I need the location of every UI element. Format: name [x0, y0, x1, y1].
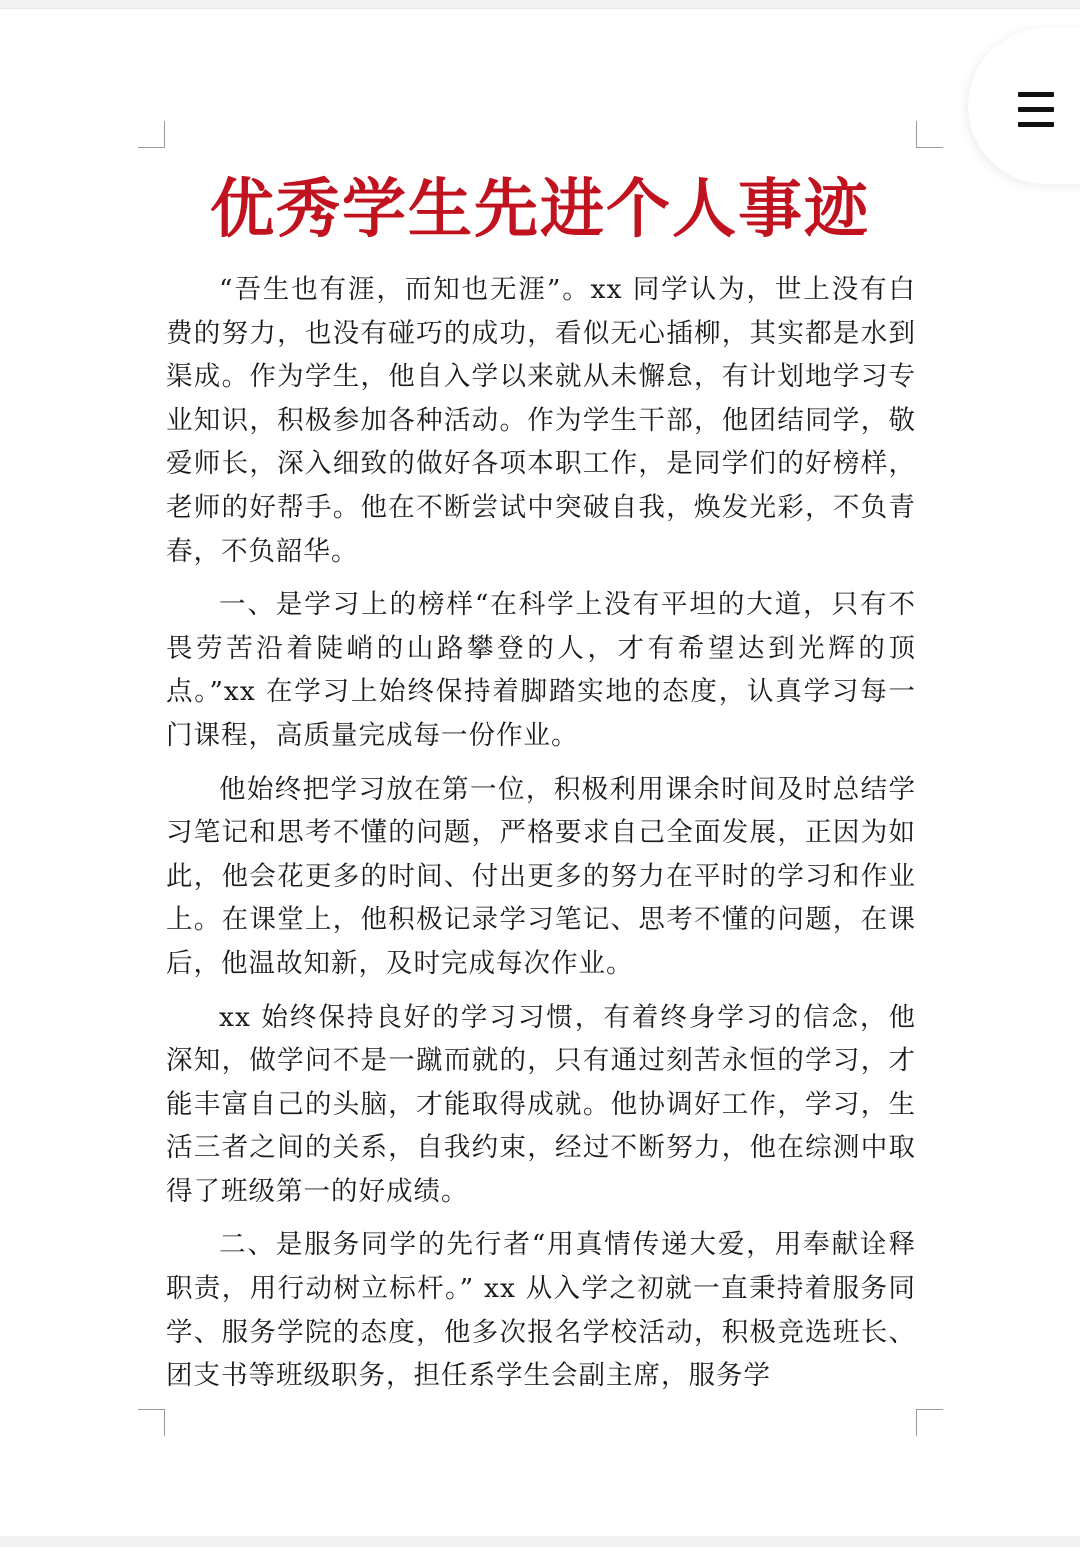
crop-mark-top-left [138, 121, 165, 148]
document-page [0, 8, 1080, 1536]
paragraph-lifelong-learning: xx 始终保持良好的学习习惯，有着终身学习的信念，他深知，做学问不是一蹴而就的，只有通过刻苦永恒的学习，才能丰富自己的头脑，才能取得成就。他协调好工作，学习，生活三者之间的关系，自我约束，经过不断努力，他在综测中取得了班级第一的好成绩。 [166, 1001, 916, 1207]
document-body [166, 268, 916, 1408]
document-title: 优秀学生先进个人事迹 [210, 172, 870, 247]
paragraph-section-two: 二、是服务同学的先行者“用真情传递大爱，用奉献诠释职责，用行动树立标杆。” xx 从入学之初就一直秉持着服务同学、服务学院的态度，他多次报名学校活动，积极竞选班长、团支书等班级职务，担任系学生会副主席，服务学 [166, 1229, 916, 1392]
paragraph-study-habits: 他始终把学习放在第一位，积极利用课余时间及时总结学习笔记和思考不懂的问题，严格要求自己全面发展，正因为如此，他会花更多的时间、付出更多的努力在平时的学习和作业上。在课堂上，他积极记录学习笔记、思考不懂的问题，在课后，他温故知新，及时完成每次作业。 [166, 773, 916, 979]
paragraph-intro: “吾生也有涯，而知也无涯”。xx 同学认为，世上没有白费的努力，也没有碰巧的成功，看似无心插柳，其实都是水到渠成。作为学生，他自入学以来就从未懈怠，有计划地学习专业知识，积极参加各种活动。作为学生干部，他团结同学，敬爱师长，深入细致的做好各项本职工作，是同学们的好榜样，老师的好帮手。他在不断尝试中突破自我，焕发光彩，不负青春，不负韶华。 [166, 274, 916, 567]
crop-mark-top-right [916, 121, 943, 148]
paragraph-section-one: 一、是学习上的榜样“在科学上没有平坦的大道，只有不畏劳苦沿着陡峭的山路攀登的人，才有希望达到光辉的顶点。”xx 在学习上始终保持着脚踏实地的态度，认真学习每一门课程，高质量完成每一份作业。 [166, 589, 916, 751]
crop-mark-bottom-right [916, 1409, 943, 1436]
crop-mark-bottom-left [138, 1409, 165, 1436]
hamburger-menu-icon [1018, 92, 1054, 137]
